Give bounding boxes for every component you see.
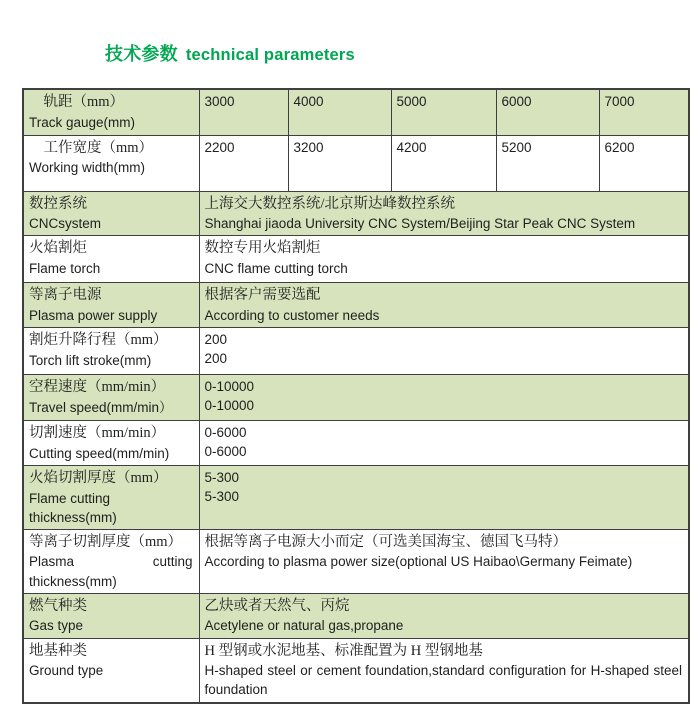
row-label-working-width [23,135,199,191]
row-label-zh: 等离子切割厚度（mm） [29,533,183,550]
cell-value: 5200 [501,139,532,155]
table-row-flame-cutting-thickness [23,465,689,529]
cell-value-zh: 200 [204,332,228,348]
row-label-plasma-cutting-thickness [23,529,199,593]
cell-value-en: Acetylene or natural gas,propane [204,618,404,634]
table-row-cnc-system [23,191,689,236]
row-label-cnc-system [23,191,199,236]
cell-value-zh: 根据等离子电源大小而定（可选美国海宝、德国飞马特） [204,533,567,550]
value-cell [199,283,689,328]
row-label-en: Ground type [29,663,104,679]
row-label-zh: 空程速度（mm/min） [29,379,166,396]
value-cell [199,593,689,638]
value-cell [199,465,689,529]
cell-value-en: 200 [204,351,228,367]
cell-value: 5000 [396,94,427,109]
row-label-en: Gas type [29,618,84,634]
cell-value-zh: 数控专用火焰割炬 [204,240,321,257]
cell-value: 2200 [204,139,235,155]
row-label-gas-type [23,593,199,638]
table-row-gas-type [23,593,689,638]
cell-value-en: CNC flame cutting torch [204,260,348,276]
row-label-en: Cutting speed(mm/min) [29,445,170,461]
value-cell [496,135,599,191]
row-label-en: Plasma power supply [29,307,158,323]
cell-value-zh: 上海交大数控系统/北京斯达峰数控系统 [204,195,456,212]
cell-value-zh: 5-300 [204,469,240,485]
value-cell [199,375,689,421]
cell-value-en: 5-300 [204,489,240,505]
row-label-zh: 工作宽度（mm） [29,139,154,156]
cell-value: 3200 [293,139,324,155]
page-title-en: technical parameters [185,46,355,64]
cell-value-zh: 0-10000 [204,379,255,395]
value-cell [199,135,288,191]
cell-value-en: 0-10000 [204,398,255,414]
row-label-en: Flame torch [29,260,101,276]
row-label-travel-speed [23,375,199,421]
page-title-zh: 技术参数 [105,44,178,64]
row-label-zh: 等离子电源 [29,287,102,304]
row-label-flame-cutting-thickness [23,465,199,529]
value-cell [288,89,391,135]
cell-value: 6000 [501,94,532,109]
value-cell [199,236,689,283]
table-row-track-gauge [23,89,689,135]
row-label-en: Track gauge(mm) [29,114,136,130]
cell-value: 7000 [604,94,635,109]
cell-value-zh: 0-6000 [204,425,247,441]
value-cell [199,89,288,135]
row-label-track-gauge [23,89,199,135]
row-label-cutting-speed [23,421,199,466]
value-cell [288,135,391,191]
cell-value: 6200 [604,139,635,155]
value-cell [599,135,689,191]
row-label-ground-type [23,638,199,702]
row-label-plasma-power [23,283,199,328]
table-row-working-width [23,135,689,191]
cell-value-zh: 乙炔或者天然气、丙烷 [204,597,350,614]
row-label-en: Working width(mm) [29,160,146,176]
value-cell [199,638,689,702]
cell-value: 4000 [293,94,324,109]
table-row-travel-speed [23,375,689,421]
value-cell [199,191,689,236]
row-label-zh: 火焰割炬 [29,240,87,257]
value-cell [199,328,689,375]
row-label-zh: 火焰切割厚度（mm） [29,469,168,486]
value-cell [391,89,496,135]
table-row-plasma-power [23,283,689,328]
table-row-ground-type [23,638,689,702]
row-label-zh: 轨距（mm） [29,94,125,110]
page-title [105,40,355,66]
row-label-en: Plasma cutting thickness(mm) [29,554,193,589]
row-label-zh: 切割速度（mm/min） [29,425,166,442]
value-cell [199,421,689,466]
cell-value-en: According to customer needs [204,307,380,323]
technical-parameters-table [22,88,690,704]
table-row-flame-torch [23,236,689,283]
cell-value-en: According to plasma power size(optional US Haibao\Germany Feimate) [204,554,633,570]
row-label-zh: 燃气种类 [29,597,87,614]
cell-value-zh: 根据客户需要选配 [204,287,321,304]
cell-value: 4200 [396,139,427,155]
value-cell [199,529,689,593]
cell-value-en: 0-6000 [204,444,247,460]
row-label-zh: 地基种类 [29,642,87,659]
row-label-en: Torch lift stroke(mm) [29,352,152,368]
table-row-torch-lift-stroke [23,328,689,375]
value-cell [391,135,496,191]
row-label-en: CNCsystem [29,216,102,232]
row-label-flame-torch [23,236,199,283]
cell-value: 3000 [204,94,235,109]
table-row-cutting-speed [23,421,689,466]
row-label-zh: 数控系统 [29,195,87,212]
cell-value-en: H-shaped steel or cement foundation,standard configuration for H-shaped steel foundation [204,663,682,698]
row-label-zh: 割炬升降行程（mm） [29,332,168,349]
cell-value-zh: H 型钢或水泥地基、标准配置为 H 型钢地基 [204,642,483,659]
value-cell [496,89,599,135]
row-label-en: Flame cutting thickness(mm) [29,490,117,525]
table-row-plasma-cutting-thickness [23,529,689,593]
cell-value-en: Shanghai jiaoda University CNC System/Beijing Star Peak CNC System [204,216,636,232]
value-cell [599,89,689,135]
row-label-en: Travel speed(mm/min） [29,399,173,415]
row-label-torch-lift-stroke [23,328,199,375]
